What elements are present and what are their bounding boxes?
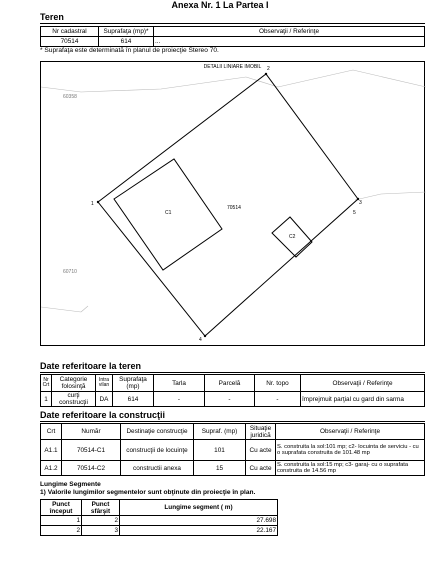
lungime-cell-lungime: 27.698: [120, 516, 278, 526]
date-teren-cell-parcela: -: [205, 392, 255, 407]
point-marker-2: [265, 73, 267, 75]
date-teren-cell-tarla: -: [154, 392, 205, 407]
table-row: [41, 516, 278, 526]
point-label-2: 2: [267, 66, 270, 72]
constructii-col-numar: Număr: [62, 424, 121, 440]
teren-table: [40, 26, 425, 47]
date-teren-cell-observatii: împrejmuit parţial cu gard din sarma: [301, 392, 425, 407]
date-teren-cell-nr-crt: 1: [41, 392, 52, 407]
constructii-cell-situatie: Cu acte: [246, 440, 276, 461]
table-row: [41, 461, 425, 476]
date-teren-col-tarla: Tarla: [154, 375, 205, 392]
plan-drawing: [40, 61, 425, 346]
teren-col-suprafata: Suprafaţa (mp)*: [99, 27, 154, 37]
point-marker-4: [204, 335, 206, 337]
lungime-cell-inceput: 2: [41, 526, 82, 536]
constructii-cell-destinatie: construcţii de locuinţe: [121, 440, 194, 461]
lungime-cell-lungime: 22.167: [120, 526, 278, 536]
teren-col-observatii: Observaţii / Referinţe: [154, 27, 425, 37]
date-teren-heading: Date referitoare la teren: [40, 361, 142, 371]
date-teren-col-nr-crt: Nr Crt: [41, 375, 52, 392]
date-constructii-table: [40, 423, 425, 476]
constructii-cell-observatii: S. construita la sol:101 mp; c2- locuinta de serviciu - cu o suprafata construita de 101.48 mp: [276, 440, 425, 461]
point-label-5: 5: [353, 210, 356, 216]
date-teren-cell-categorie: curţi construcţii: [52, 392, 96, 407]
lungime-heading: Lungime Segmente: [40, 481, 101, 488]
constructii-cell-suprafata: 101: [194, 440, 246, 461]
lungime-col-inceput: Punct început: [41, 500, 82, 516]
neighbor-label-top: 60358: [63, 94, 77, 100]
table-row: [41, 440, 425, 461]
neighbor-boundary-left-tick: [81, 306, 88, 312]
point-label-4: 4: [199, 337, 202, 343]
constructii-cell-crt: A1.1: [41, 440, 62, 461]
constructii-cell-numar: 70514-C1: [62, 440, 121, 461]
constructii-col-crt: Crt: [41, 424, 62, 440]
teren-footnote: * Suprafaţa este determinată în planul de proiecţie Stereo 70.: [40, 47, 219, 54]
table-row: [41, 526, 278, 536]
building-c2-label: C2: [289, 234, 296, 240]
constructii-cell-destinatie: constructii anexa: [121, 461, 194, 476]
date-teren-cell-suprafata: 614: [113, 392, 154, 407]
lungime-cell-inceput: 1: [41, 516, 82, 526]
teren-cell-suprafata: 614: [99, 37, 154, 47]
lungime-subheading: 1) Valorile lungimilor segmentelor sunt obţinute din proiecţie în plan.: [40, 489, 256, 496]
constructii-cell-observatii: S. construita la sol:15 mp; c3- garaj- cu o suprafata construita de 14.56 mp: [276, 461, 425, 476]
date-teren-col-parcela: Parcelă: [205, 375, 255, 392]
lungime-cell-sfarsit: 2: [82, 516, 120, 526]
constructii-col-observatii: Observaţii / Referinţe: [276, 424, 425, 440]
date-teren-col-categorie: Categorie folosinţă: [52, 375, 96, 392]
neighbor-boundary-left: [41, 307, 81, 312]
date-teren-col-suprafata: Suprafaţa (mp): [113, 375, 154, 392]
date-teren-col-intravilan: Intra vilan: [96, 375, 113, 392]
date-teren-col-nr-topo: Nr. topo: [255, 375, 301, 392]
teren-heading: Teren: [40, 12, 64, 22]
date-teren-table: [40, 374, 425, 407]
neighbor-label-left: 60710: [63, 269, 77, 275]
date-constructii-heading: Date referitoare la construcţii: [40, 410, 166, 420]
date-teren-col-observatii: Observaţii / Referinţe: [301, 375, 425, 392]
building-c1-label: C1: [165, 210, 172, 216]
plan-title: DETALII LINIARE IMOBIL: [203, 64, 262, 70]
constructii-col-destinatie: Destinaţie construcţie: [121, 424, 194, 440]
neighbor-boundary-top: [41, 77, 246, 92]
lungime-col-sfarsit: Punct sfârşit: [82, 500, 120, 516]
neighbor-boundary-right-top: [278, 70, 426, 87]
document-title: Anexa Nr. 1 La Partea I: [171, 0, 269, 10]
constructii-cell-numar: 70514-C2: [62, 461, 121, 476]
constructii-cell-suprafata: 15: [194, 461, 246, 476]
lungime-col-lungime: Lungime segment ( m): [120, 500, 278, 516]
lungime-table: [40, 499, 278, 536]
point-label-1: 1: [91, 201, 94, 207]
date-teren-rule: [40, 372, 425, 373]
teren-cell-observatii: ...: [154, 37, 425, 47]
constructii-col-suprafata: Supraf. (mp): [194, 424, 246, 440]
point-marker-1: [97, 201, 99, 203]
constructii-col-situatie: Situaţie juridică: [246, 424, 276, 440]
parcel-label: 70514: [227, 205, 241, 211]
constructii-cell-crt: A1.2: [41, 461, 62, 476]
constructii-cell-situatie: Cu acte: [246, 461, 276, 476]
lungime-cell-sfarsit: 3: [82, 526, 120, 536]
date-constructii-rule: [40, 421, 425, 422]
teren-cell-nr-cadastral: 70514: [41, 37, 99, 47]
date-teren-cell-intravilan: DA: [96, 392, 113, 407]
date-teren-cell-nr-topo: -: [255, 392, 301, 407]
teren-col-nr-cadastral: Nr cadastral: [41, 27, 99, 37]
neighbor-boundary-right: [355, 192, 426, 200]
point-label-3: 3: [359, 200, 362, 206]
teren-rule: [40, 23, 425, 24]
